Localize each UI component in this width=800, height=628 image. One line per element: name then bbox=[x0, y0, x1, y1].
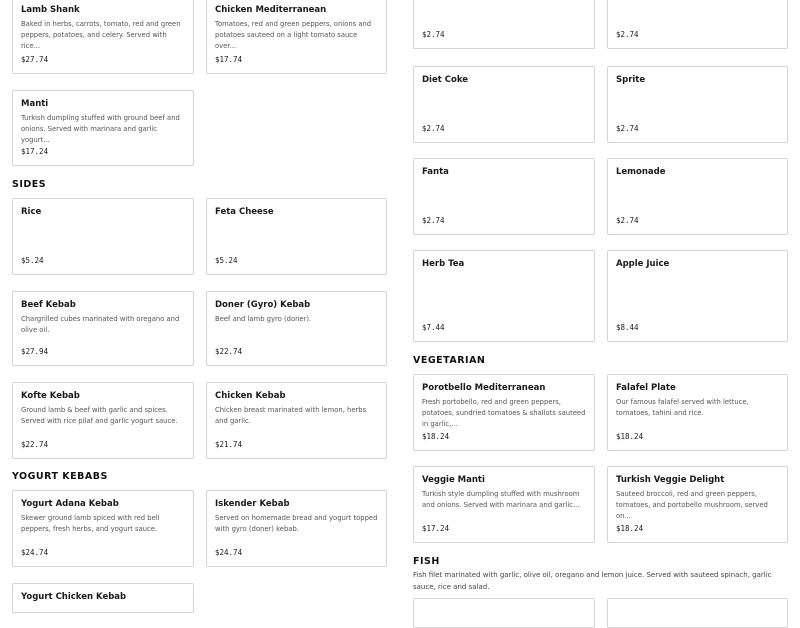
menu-item-card[interactable] bbox=[206, 0, 387, 74]
item-description: Baked in herbs, carrots, tomato, red and green peppers, potatoes, and celery. Served with rice... bbox=[21, 20, 181, 50]
section-title-sides: SIDES bbox=[12, 179, 47, 190]
item-price: $7.44 bbox=[422, 323, 445, 332]
item-name: Sprite bbox=[616, 75, 646, 85]
menu-item-card[interactable] bbox=[206, 382, 387, 459]
item-price: $18.24 bbox=[616, 432, 644, 441]
item-name: Yogurt Adana Kebab bbox=[21, 499, 119, 509]
item-price: $18.24 bbox=[616, 524, 644, 533]
item-price: $22.74 bbox=[215, 347, 243, 356]
item-description: Served on homemade bread and yogurt topped with gyro (doner) kebab. bbox=[215, 514, 378, 533]
menu-item-card[interactable] bbox=[607, 250, 788, 342]
item-name: Yogurt Chicken Kebab bbox=[21, 592, 127, 602]
item-price: $17.24 bbox=[21, 147, 49, 156]
item-name: Veggie Manti bbox=[422, 475, 485, 485]
item-price: $8.44 bbox=[616, 323, 639, 332]
item-name: Rice bbox=[21, 207, 42, 217]
item-description: Turkish dumpling stuffed with ground beef and onions. Served with marinara and garlic yogurt... bbox=[21, 114, 180, 144]
item-price: $2.74 bbox=[616, 30, 639, 39]
menu-item-card[interactable] bbox=[12, 490, 194, 567]
item-description: Tomatoes, red and green peppers, onions and potatoes sauteed on a light tomato sauce over... bbox=[215, 20, 372, 50]
item-price: $2.74 bbox=[422, 216, 445, 225]
menu-item-card[interactable] bbox=[607, 466, 788, 543]
item-description: Skewer ground lamb spiced with red bell peppers, fresh herbs, and yogurt sauce. bbox=[21, 514, 160, 533]
item-price: $17.74 bbox=[215, 55, 243, 64]
item-name: Kofte Kebab bbox=[21, 391, 80, 401]
item-description: Beef and lamb gyro (doner). bbox=[215, 315, 312, 323]
item-price: $2.74 bbox=[616, 216, 639, 225]
item-description: Turkish style dumpling stuffed with mushroom and onions. Served with marinara and garlic... bbox=[422, 490, 580, 509]
item-description: Ground lamb & beef with garlic and spices. Served with rice pilaf and garlic yogurt sauce. bbox=[21, 406, 178, 425]
menu-item-card[interactable] bbox=[12, 90, 194, 166]
item-price: $22.74 bbox=[21, 440, 49, 449]
menu-item-card[interactable] bbox=[607, 158, 788, 235]
item-price: $27.94 bbox=[21, 347, 49, 356]
section-title-vegetarian: VEGETARIAN bbox=[413, 355, 486, 366]
item-name: Manti bbox=[21, 99, 49, 109]
item-price: $24.74 bbox=[21, 548, 49, 557]
item-name: Doner (Gyro) Kebab bbox=[215, 300, 311, 310]
item-name: Beef Kebab bbox=[21, 300, 76, 310]
menu-item-card[interactable] bbox=[413, 0, 595, 49]
menu-item-card[interactable] bbox=[607, 66, 788, 143]
item-price: $18.24 bbox=[422, 432, 450, 441]
menu-item-card[interactable] bbox=[12, 583, 194, 613]
item-description: Chargrilled cubes marinated with oregano and olive oil. bbox=[21, 315, 180, 334]
item-name: Feta Cheese bbox=[215, 207, 274, 217]
item-price: $27.74 bbox=[21, 55, 49, 64]
menu-item-card[interactable] bbox=[413, 374, 595, 451]
item-name: Iskender Kebab bbox=[215, 499, 290, 509]
item-name: Lamb Shank bbox=[21, 5, 80, 15]
menu-item-card[interactable] bbox=[607, 374, 788, 451]
menu-item-card[interactable] bbox=[12, 291, 194, 366]
item-price: $5.24 bbox=[21, 256, 44, 265]
item-price: $21.74 bbox=[215, 440, 243, 449]
menu-item-card[interactable] bbox=[12, 382, 194, 459]
menu-item-card[interactable] bbox=[12, 0, 194, 74]
item-name: Diet Coke bbox=[422, 75, 469, 85]
item-name: Turkish Veggie Delight bbox=[616, 475, 725, 485]
item-name: Fanta bbox=[422, 167, 449, 177]
menu-item-card[interactable] bbox=[413, 250, 595, 342]
item-description: Chicken breast marinated with lemon, herbs and garlic. bbox=[215, 406, 367, 425]
item-description: Sauteed broccoli, red and green peppers, tomatoes, and portobello mushroom, served on... bbox=[616, 490, 768, 520]
menu-item-card[interactable] bbox=[607, 0, 788, 49]
item-price: $2.74 bbox=[422, 124, 445, 133]
item-description: Fresh portobello, red and green peppers, potatoes, sundried tomatoes & shallots sauteed in garlic,... bbox=[422, 398, 586, 428]
section-description-fish: Fish filet marinated with garlic, olive oil, oregano and lemon juice. Served with sauteed spinach, garlic sauce, rice and salad. bbox=[413, 571, 772, 591]
menu-item-card[interactable] bbox=[206, 291, 387, 366]
menu-item-card[interactable] bbox=[413, 66, 595, 143]
item-name: Herb Tea bbox=[422, 259, 465, 269]
menu-item-card[interactable] bbox=[413, 158, 595, 235]
item-description: Our famous falafel served with lettuce, tomatoes, tahini and rice. bbox=[616, 398, 749, 417]
item-price: $5.24 bbox=[215, 256, 238, 265]
item-name: Falafel Plate bbox=[616, 383, 676, 393]
item-name: Lemonade bbox=[616, 167, 666, 177]
item-name: Chicken Mediterranean bbox=[215, 5, 327, 15]
item-name: Chicken Kebab bbox=[215, 391, 286, 401]
item-name: Porotbello Mediterranean bbox=[422, 383, 546, 393]
menu-item-card[interactable] bbox=[607, 598, 788, 628]
menu-item-card[interactable] bbox=[413, 598, 595, 628]
item-name: Apple Juice bbox=[616, 259, 670, 269]
item-price: $17.24 bbox=[422, 524, 450, 533]
menu-item-card[interactable] bbox=[413, 466, 595, 543]
item-price: $24.74 bbox=[215, 548, 243, 557]
menu-item-card[interactable] bbox=[206, 490, 387, 567]
section-title-fish: FISH bbox=[413, 556, 440, 567]
item-price: $2.74 bbox=[616, 124, 639, 133]
item-price: $2.74 bbox=[422, 30, 445, 39]
section-title-yogurt-kebabs: YOGURT KEBABS bbox=[12, 471, 108, 482]
menu-item-card[interactable] bbox=[12, 198, 194, 275]
menu-item-card[interactable] bbox=[206, 198, 387, 275]
